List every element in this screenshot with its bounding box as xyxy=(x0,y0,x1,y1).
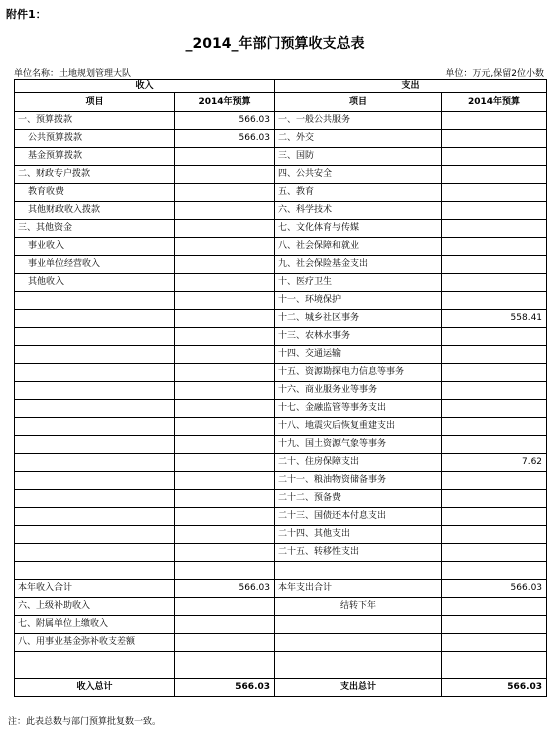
expense-budget-header: 2014年预算 xyxy=(442,93,547,112)
income-item xyxy=(15,310,175,328)
expense-budget-value xyxy=(442,202,547,220)
table-row xyxy=(15,220,547,238)
table-row xyxy=(15,562,547,580)
table-row xyxy=(15,148,547,166)
income-budget-value xyxy=(175,508,275,526)
summary-row xyxy=(15,580,547,598)
expense-budget-value xyxy=(442,148,547,166)
income-item xyxy=(15,346,175,364)
table-row xyxy=(15,310,547,328)
expense-budget-value xyxy=(442,274,547,292)
income-item xyxy=(15,364,175,382)
expense-summary-value xyxy=(442,616,547,634)
expense-item: 十七、金融监管等事务支出 xyxy=(275,400,442,418)
summary-row xyxy=(15,634,547,652)
income-budget-value xyxy=(175,202,275,220)
expense-budget-value xyxy=(442,328,547,346)
expense-item: 九、社会保险基金支出 xyxy=(275,256,442,274)
expense-budget-value xyxy=(442,292,547,310)
expense-budget-value xyxy=(442,508,547,526)
table-row xyxy=(15,436,547,454)
expense-item: 十六、商业服务业等事务 xyxy=(275,382,442,400)
income-item xyxy=(15,544,175,562)
expense-budget-value xyxy=(442,166,547,184)
expense-budget-value: 7.62 xyxy=(442,454,547,472)
expense-item: 五、教育 xyxy=(275,184,442,202)
income-budget-value xyxy=(175,256,275,274)
expense-total-value: 566.03 xyxy=(442,679,547,697)
income-budget-value xyxy=(175,310,275,328)
expense-budget-value xyxy=(442,346,547,364)
expense-budget-value xyxy=(442,526,547,544)
expense-budget-value xyxy=(442,400,547,418)
income-section-header: 收入 xyxy=(15,80,275,93)
income-item: 一、预算拨款 xyxy=(15,112,175,130)
income-item: 事业收入 xyxy=(15,238,175,256)
income-item: 基金预算拨款 xyxy=(15,148,175,166)
expense-budget-value xyxy=(442,112,547,130)
table-row xyxy=(15,166,547,184)
expense-item: 十四、交通运输 xyxy=(275,346,442,364)
income-item: 二、财政专户拨款 xyxy=(15,166,175,184)
expense-summary-item xyxy=(275,616,442,634)
income-budget-value xyxy=(175,526,275,544)
table-row xyxy=(15,130,547,148)
expense-budget-value xyxy=(442,382,547,400)
table-row xyxy=(15,454,547,472)
expense-item: 二十一、粮油物资储备事务 xyxy=(275,472,442,490)
income-budget-value xyxy=(175,418,275,436)
table-row xyxy=(15,508,547,526)
expense-item: 六、科学技术 xyxy=(275,202,442,220)
expense-item: 一、一般公共服务 xyxy=(275,112,442,130)
income-item: 其他收入 xyxy=(15,274,175,292)
table-row xyxy=(15,346,547,364)
unit-name: 单位名称：土地规划管理大队 xyxy=(14,69,132,79)
expense-budget-value xyxy=(442,220,547,238)
expense-item: 二十五、转移性支出 xyxy=(275,544,442,562)
table-row xyxy=(15,400,547,418)
table-row xyxy=(15,256,547,274)
expense-summary-value xyxy=(442,634,547,652)
expense-item: 二十四、其他支出 xyxy=(275,526,442,544)
income-item: 教育收费 xyxy=(15,184,175,202)
table-row xyxy=(15,274,547,292)
expense-budget-value xyxy=(442,238,547,256)
expense-budget-value xyxy=(442,436,547,454)
expense-budget-value xyxy=(442,184,547,202)
income-item xyxy=(15,472,175,490)
table-row xyxy=(15,238,547,256)
expense-item: 二十二、预备费 xyxy=(275,490,442,508)
income-item xyxy=(15,526,175,544)
expense-budget-value xyxy=(442,562,547,580)
income-summary-value: 566.03 xyxy=(175,580,275,598)
income-summary-value xyxy=(175,616,275,634)
income-summary-item: 八、用事业基金弥补收支差额 xyxy=(15,634,175,652)
income-budget-value xyxy=(175,454,275,472)
income-budget-value xyxy=(175,544,275,562)
income-item-header: 项目 xyxy=(15,93,175,112)
expense-summary-item xyxy=(275,634,442,652)
attachment-label: 附件1： xyxy=(6,8,47,21)
expense-item: 十二、城乡社区事务 xyxy=(275,310,442,328)
income-budget-value: 566.03 xyxy=(175,130,275,148)
income-budget-value xyxy=(175,328,275,346)
expense-summary-value xyxy=(442,598,547,616)
expense-item: 二十、住房保障支出 xyxy=(275,454,442,472)
table-body xyxy=(15,112,547,580)
income-budget-value xyxy=(175,346,275,364)
table-row xyxy=(15,112,547,130)
income-item xyxy=(15,400,175,418)
income-item xyxy=(15,562,175,580)
income-budget-value xyxy=(175,472,275,490)
table-row xyxy=(15,364,547,382)
expense-summary-item: 本年支出合计 xyxy=(275,580,442,598)
income-total-value: 566.03 xyxy=(175,679,275,697)
income-budget-header: 2014年预算 xyxy=(175,93,275,112)
income-item xyxy=(15,418,175,436)
income-budget-value xyxy=(175,562,275,580)
unit-note: 单位：万元,保留2位小数 xyxy=(445,69,544,79)
expense-item: 四、公共安全 xyxy=(275,166,442,184)
income-item: 公共预算拨款 xyxy=(15,130,175,148)
income-budget-value xyxy=(175,166,275,184)
expense-item: 十五、资源勘探电力信息等事务 xyxy=(275,364,442,382)
table-row xyxy=(15,526,547,544)
expense-budget-value xyxy=(442,472,547,490)
income-total-label: 收入总计 xyxy=(15,679,175,697)
expense-item-header: 项目 xyxy=(275,93,442,112)
income-summary-item: 本年收入合计 xyxy=(15,580,175,598)
expense-budget-value xyxy=(442,364,547,382)
expense-budget-value xyxy=(442,418,547,436)
expense-item: 二、外交 xyxy=(275,130,442,148)
expense-item xyxy=(275,562,442,580)
summary-row xyxy=(15,598,547,616)
income-item: 其他财政收入拨款 xyxy=(15,202,175,220)
expense-item: 十九、国土资源气象等事务 xyxy=(275,436,442,454)
expense-budget-value xyxy=(442,490,547,508)
expense-item: 十三、农林水事务 xyxy=(275,328,442,346)
income-item xyxy=(15,490,175,508)
expense-item: 七、文化体育与传媒 xyxy=(275,220,442,238)
income-summary-value xyxy=(175,598,275,616)
table-row xyxy=(15,328,547,346)
expense-item: 三、国防 xyxy=(275,148,442,166)
table-summary xyxy=(15,580,547,652)
income-item xyxy=(15,436,175,454)
table-row-spacer xyxy=(15,652,547,679)
income-budget-value xyxy=(175,490,275,508)
income-budget-value xyxy=(175,238,275,256)
income-budget-value xyxy=(175,148,275,166)
income-budget-value: 566.03 xyxy=(175,112,275,130)
expense-item: 十一、环境保护 xyxy=(275,292,442,310)
income-item xyxy=(15,328,175,346)
expense-item: 十八、地震灾后恢复重建支出 xyxy=(275,418,442,436)
income-summary-item: 六、上级补助收入 xyxy=(15,598,175,616)
income-item xyxy=(15,508,175,526)
table-row xyxy=(15,382,547,400)
table-row xyxy=(15,292,547,310)
table-row xyxy=(15,544,547,562)
income-budget-value xyxy=(175,400,275,418)
table-row xyxy=(15,184,547,202)
budget-table xyxy=(14,79,547,697)
income-item xyxy=(15,382,175,400)
expense-budget-value xyxy=(442,130,547,148)
table-row xyxy=(15,472,547,490)
expense-total-label: 支出总计 xyxy=(275,679,442,697)
income-summary-item: 七、附属单位上缴收入 xyxy=(15,616,175,634)
income-item xyxy=(15,292,175,310)
income-item: 三、其他资金 xyxy=(15,220,175,238)
expense-budget-value: 558.41 xyxy=(442,310,547,328)
income-item xyxy=(15,454,175,472)
income-summary-value xyxy=(175,634,275,652)
income-budget-value xyxy=(175,292,275,310)
income-budget-value xyxy=(175,184,275,202)
expense-item: 十、医疗卫生 xyxy=(275,274,442,292)
income-budget-value xyxy=(175,382,275,400)
table-row xyxy=(15,490,547,508)
table-row xyxy=(15,418,547,436)
income-item: 事业单位经营收入 xyxy=(15,256,175,274)
income-budget-value xyxy=(175,274,275,292)
total-row xyxy=(15,679,547,697)
expense-item: 八、社会保障和就业 xyxy=(275,238,442,256)
expense-budget-value xyxy=(442,544,547,562)
income-budget-value xyxy=(175,364,275,382)
expense-summary-value: 566.03 xyxy=(442,580,547,598)
expense-budget-value xyxy=(442,256,547,274)
expense-item: 二十三、国债还本付息支出 xyxy=(275,508,442,526)
expense-section-header: 支出 xyxy=(275,80,547,93)
summary-row xyxy=(15,616,547,634)
page-title: _2014_年部门预算收支总表 xyxy=(185,36,365,52)
income-budget-value xyxy=(175,436,275,454)
table-row xyxy=(15,202,547,220)
footnote: 注：此表总数与部门预算批复数一致。 xyxy=(8,717,162,727)
expense-summary-item: 结转下年 xyxy=(275,598,442,616)
income-budget-value xyxy=(175,220,275,238)
